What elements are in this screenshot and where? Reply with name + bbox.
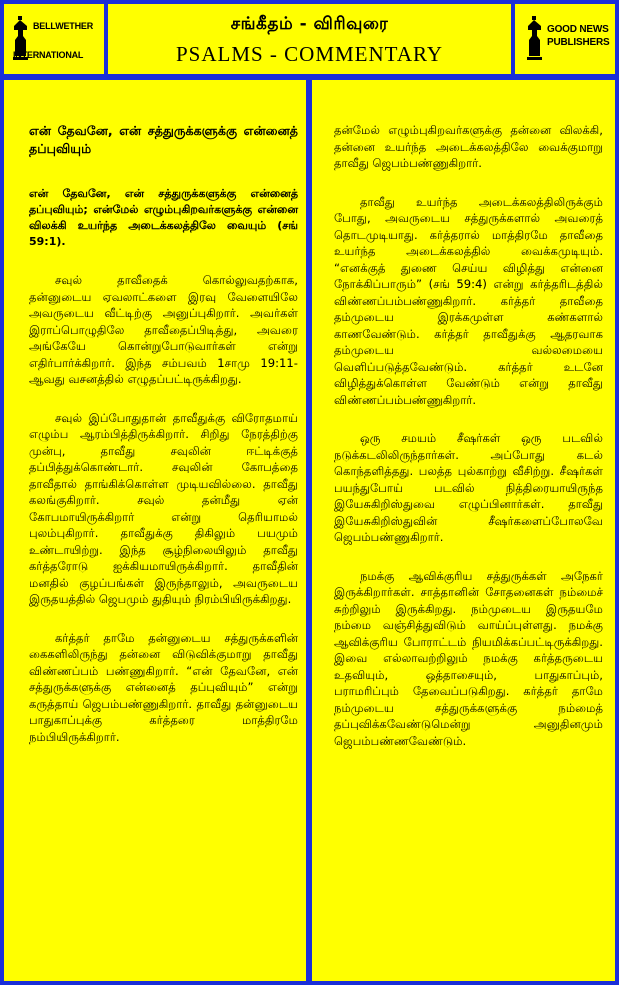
- right-logo-line1: GOOD NEWS: [547, 24, 609, 35]
- paragraph: ஒரு சமயம் சீஷர்கள் ஒரு படவில் நடுக்கடலிலிருந்தார்கள். அப்போது கடல் கொந்தளித்தது. பலத்த புல்காற்று வீசிற்று. சீஷர்கள் பயந்துபோய் படவில் நித்திரையாயிருந்த இயேசுகிறிஸ்துவை எழுப்பினார்கள். தாவீது இயேசுகிறிஸ்துவின் சீஷர்களைப்போலவே ஜெபம்பண்ணுகிறார்.: [334, 431, 603, 544]
- left-column: [4, 80, 306, 977]
- paragraph: தன்மேல் எழும்புகிறவர்களுக்கு தன்னை விலக்கி, தன்னை உயர்ந்த அடைக்கலத்திலே வைக்குமாறு தாவீது ஜெபம்பண்ணுகிறார்.: [334, 123, 603, 170]
- paragraph: சவுல் தாவீதைக் கொல்லுவதற்காக, தன்னுடைய ஏவலாட்களை இரவு வேளையிலே அவருடைய வீட்டிற்கு அனுப்புகிறார். அவர்கள் இராப்பொழுதிலே தாவீதைப்பிடித்து, அவரை அங்கேயே கொன்றுபோடுவார்கள் என்று எதிர்பார்க்கிறார். இந்த சம்பவம் 1சாமு 19:11-ஆவது வசனத்தில் எழுதப்பட்டிருக்கிறது.: [29, 273, 298, 386]
- right-column: [312, 80, 615, 977]
- bellwether-logo: [4, 4, 104, 74]
- paragraph: கர்த்தர் தாமே தன்னுடைய சத்துருக்களின் கைகளிலிருந்து தன்னை விடுவிக்குமாறு தாவீது விண்ணப்பம் பண்ணுகிறார். “என் தேவனே, என் சத்துருக்களுக்கு என்னைத் தப்புவியும்” என்று கருத்தாய் ஜெபம்பண்ணுகிறார். தாவீது தன்னுடைய பாதுகாப்புக்கு கர்த்தரை மாத்திரமே நம்பியிருக்கிறார்.: [29, 630, 298, 744]
- good-news-publishers-logo: [515, 4, 615, 74]
- paragraph: தாவீது உயர்ந்த அடைக்கலத்திலிருக்கும் போது, அவருடைய சத்துருக்களால் அவரைத் தொடமுடியாது. கர்த்தரால் மாத்திரமே தாவீதை உயர்ந்த அடைக்கலத்தில் வைக்கமுடியும். “எனக்குத் துணை செய்ய விழித்து என்னை நோக்கிப்பாரும்” (சங் 59:4) என்று கர்த்தரிடத்தில் விண்ணப்பம்பண்ணுகிறார். கர்த்தர் தாவீதை தம்முடைய இரக்கமுள்ள கண்களால் காணவேண்டும். கர்த்தர் தாவீதுக்கு ஆதரவாக தம்முடைய வல்லமையை வெளிப்படுத்தவேண்டும். கர்த்தர் உடனே விழித்துக்கொள்ள வேண்டும் என்று தாவீது விண்ணப்பம்பண்ணுகிறார்.: [334, 194, 603, 407]
- right-logo-line2: PUBLISHERS: [547, 37, 610, 48]
- title-box: [108, 4, 511, 74]
- paragraph: சவுல் இப்போதுதான் தாவீதுக்கு விரோதமாய் எழும்ப ஆரம்பித்திருக்கிறார். சிறிது நேரத்திற்கு முன்பு, தாவீது சவுலின் ஈட்டிக்குத் தப்பித்துக்கொண்டார். சவுலின் கோபத்தை தாவீதால் தாங்கிக்கொள்ள முடியவில்லை. தாவீது கலங்குகிறார். சவுல் தன்மீது ஏன் கோபமாயிருக்கிறார் என்று தெரியாமல் புலம்புகிறார். தாவீதுக்கு திகிலும் பயமும் உண்டாயிற்று. இந்த சூழ்நிலையிலும் தாவீது கர்த்தரோடு ஐக்கியமாயிருக்கிறார். தாவீதின் மனதில் குழப்பங்கள் இருந்தாலும், அவருடைய இருதயத்தில் ஜெபமும் துதியும் நிரம்பியிருக்கிறது.: [29, 410, 298, 606]
- good-news-ram-icon: [525, 16, 545, 60]
- section-heading: என் தேவனே, என் சத்துருக்களுக்கு என்னைத் தப்புவியும்: [29, 123, 298, 156]
- paragraph: நமக்கு ஆவிக்குரிய சத்துருக்கள் அநேகர் இருக்கிறார்கள். சாத்தானின் சோதனைகள் நம்மைச் சுற்றிலும் இருக்கிறது. நம்முடைய இருதயமே நம்மை வஞ்சித்துவிடும் வாய்ப்புள்ளது. நமக்கு ஆவிக்குரிய போராட்டம் நியமிக்கப்பட்டிருக்கிறது. இவை எல்லாவற்றிலும் நமக்கு கர்த்தருடைய உதவியும், ஒத்தாசையும், பாதுகாப்பும், பராமரிப்பும் தேவைப்படுகிறது. கர்த்தர் தாமே நம்முடைய சத்துருக்களுக்கு நம்மைத் தப்புவிக்கவேண்டுமென்று அனுதினமும் ஜெபம்பண்ணவேண்டும்.: [334, 568, 603, 748]
- scripture-quote: என் தேவனே, என் சத்துருக்களுக்கு என்னைத் தப்புவியும்; என்மேல் எழும்புகிறவர்களுக்கு என்னை விலக்கி உயர்ந்த அடைக்கலத்திலே வையும் (சங் 59:1).: [29, 187, 298, 248]
- left-logo-line2: INTERNATIONAL: [13, 50, 84, 60]
- page-title-english: PSALMS - COMMENTARY: [175, 42, 444, 66]
- header: [4, 4, 615, 74]
- page-title-tamil: சங்கீதம் - விரிவுரை: [230, 14, 389, 34]
- left-logo-line1: BELLWETHER: [33, 21, 93, 31]
